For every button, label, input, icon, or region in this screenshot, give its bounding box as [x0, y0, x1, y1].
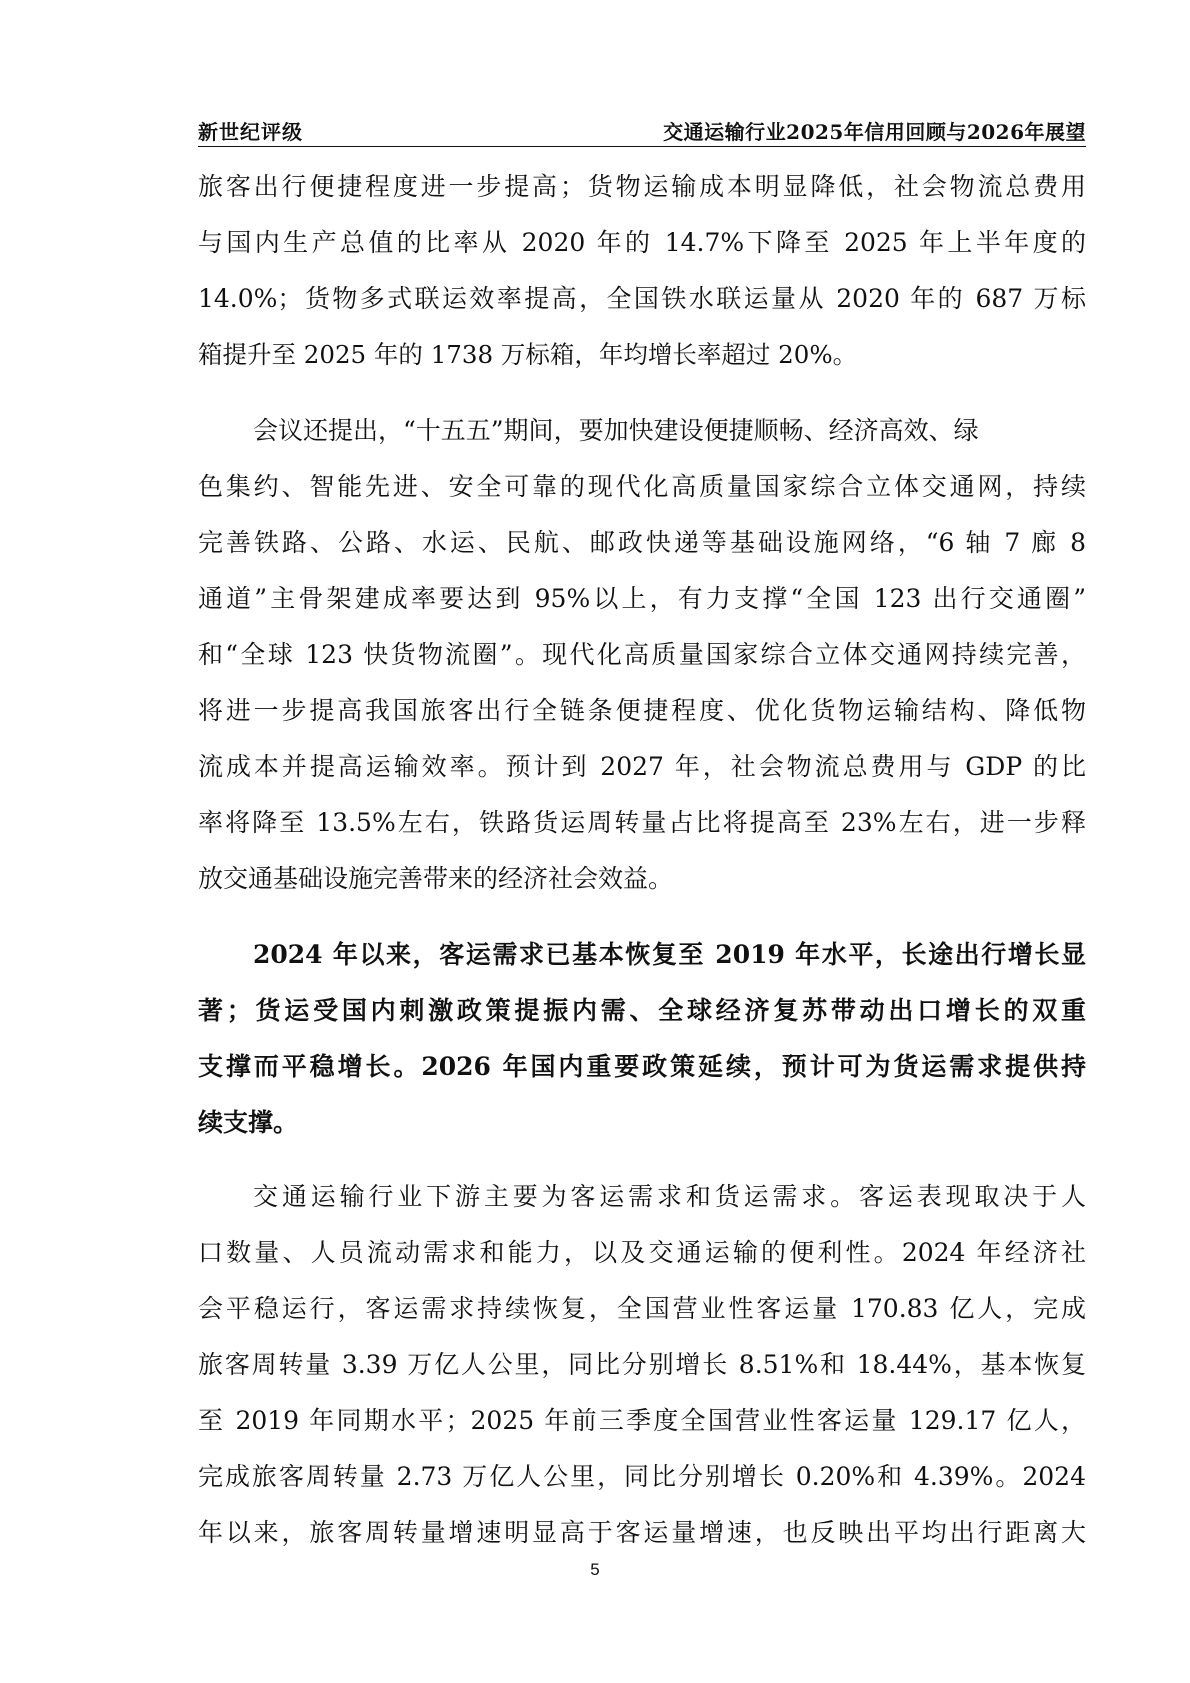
paragraph-2-line-8: 率将降至 13.5%左右，铁路货运周转量占比将提高至 23%左右，进一步释	[198, 808, 1086, 837]
paragraph-2-line-3: 完善铁路、公路、水运、民航、邮政快递等基础设施网络，“6 轴 7 廊 8	[198, 528, 1086, 557]
page-number: 5	[590, 1560, 600, 1579]
summary-line-2: 著；货运受国内刺激政策提振内需、全球经济复苏带动出口增长的双重	[198, 996, 1086, 1025]
paragraph-4-line-3: 会平稳运行，客运需求持续恢复，全国营业性客运量 170.83 亿人，完成	[198, 1294, 1086, 1323]
paragraph-2-line-1: 会议还提出，“十五五”期间，要加快建设便捷顺畅、经济高效、绿	[253, 416, 979, 445]
summary-line-1: 2024 年以来，客运需求已基本恢复至 2019 年水平，长途出行增长显	[253, 940, 1086, 969]
paragraph-4-line-2: 口数量、人员流动需求和能力，以及交通运输的便利性。2024 年经济社	[198, 1238, 1086, 1267]
summary-line-3: 支撑而平稳增长。2026 年国内重要政策延续，预计可为货运需求提供持	[198, 1052, 1086, 1081]
paragraph-4-line-7: 年以来，旅客周转量增速明显高于客运量增速，也反映出平均出行距离大	[198, 1518, 1086, 1547]
paragraph-2-line-9: 放交通基础设施完善带来的经济社会效益。	[198, 864, 674, 893]
paragraph-2-line-7: 流成本并提高运输效率。预计到 2027 年，社会物流总费用与 GDP 的比	[198, 752, 1086, 781]
paragraph-1-line-2: 与国内生产总值的比率从 2020 年的 14.7%下降至 2025 年上半年度的	[198, 228, 1086, 257]
page-header	[198, 112, 1086, 147]
header-report-title: 交通运输行业2025年信用回顾与2026年展望	[663, 120, 1086, 144]
paragraph-2-line-2: 色集约、智能先进、安全可靠的现代化高质量国家综合立体交通网，持续	[198, 472, 1086, 501]
header-org-name: 新世纪评级	[198, 120, 303, 144]
paragraph-4-line-1: 交通运输行业下游主要为客运需求和货运需求。客运表现取决于人	[253, 1182, 1086, 1211]
summary-line-4: 续支撑。	[198, 1108, 299, 1137]
paragraph-1-line-3: 14.0%；货物多式联运效率提高，全国铁水联运量从 2020 年的 687 万标	[198, 284, 1086, 313]
paragraph-4-line-4: 旅客周转量 3.39 万亿人公里，同比分别增长 8.51%和 18.44%，基本恢复	[198, 1350, 1086, 1379]
paragraph-1-line-4: 箱提升至 2025 年的 1738 万标箱，年均增长率超过 20%。	[198, 340, 858, 369]
paragraph-4-line-6: 完成旅客周转量 2.73 万亿人公里，同比分别增长 0.20%和 4.39%。2024	[198, 1462, 1086, 1491]
paragraph-4-line-5: 至 2019 年同期水平；2025 年前三季度全国营业性客运量 129.17 亿人，	[198, 1406, 1086, 1435]
paragraph-2-line-4: 通道”主骨架建成率要达到 95%以上，有力支撑“全国 123 出行交通圈”	[198, 584, 1086, 613]
paragraph-2-line-6: 将进一步提高我国旅客出行全链条便捷程度、优化货物运输结构、降低物	[198, 696, 1086, 725]
paragraph-2-line-5: 和“全球 123 快货物流圈”。现代化高质量国家综合立体交通网持续完善，	[198, 640, 1086, 669]
paragraph-1-line-1: 旅客出行便捷程度进一步提高；货物运输成本明显降低，社会物流总费用	[198, 172, 1086, 201]
